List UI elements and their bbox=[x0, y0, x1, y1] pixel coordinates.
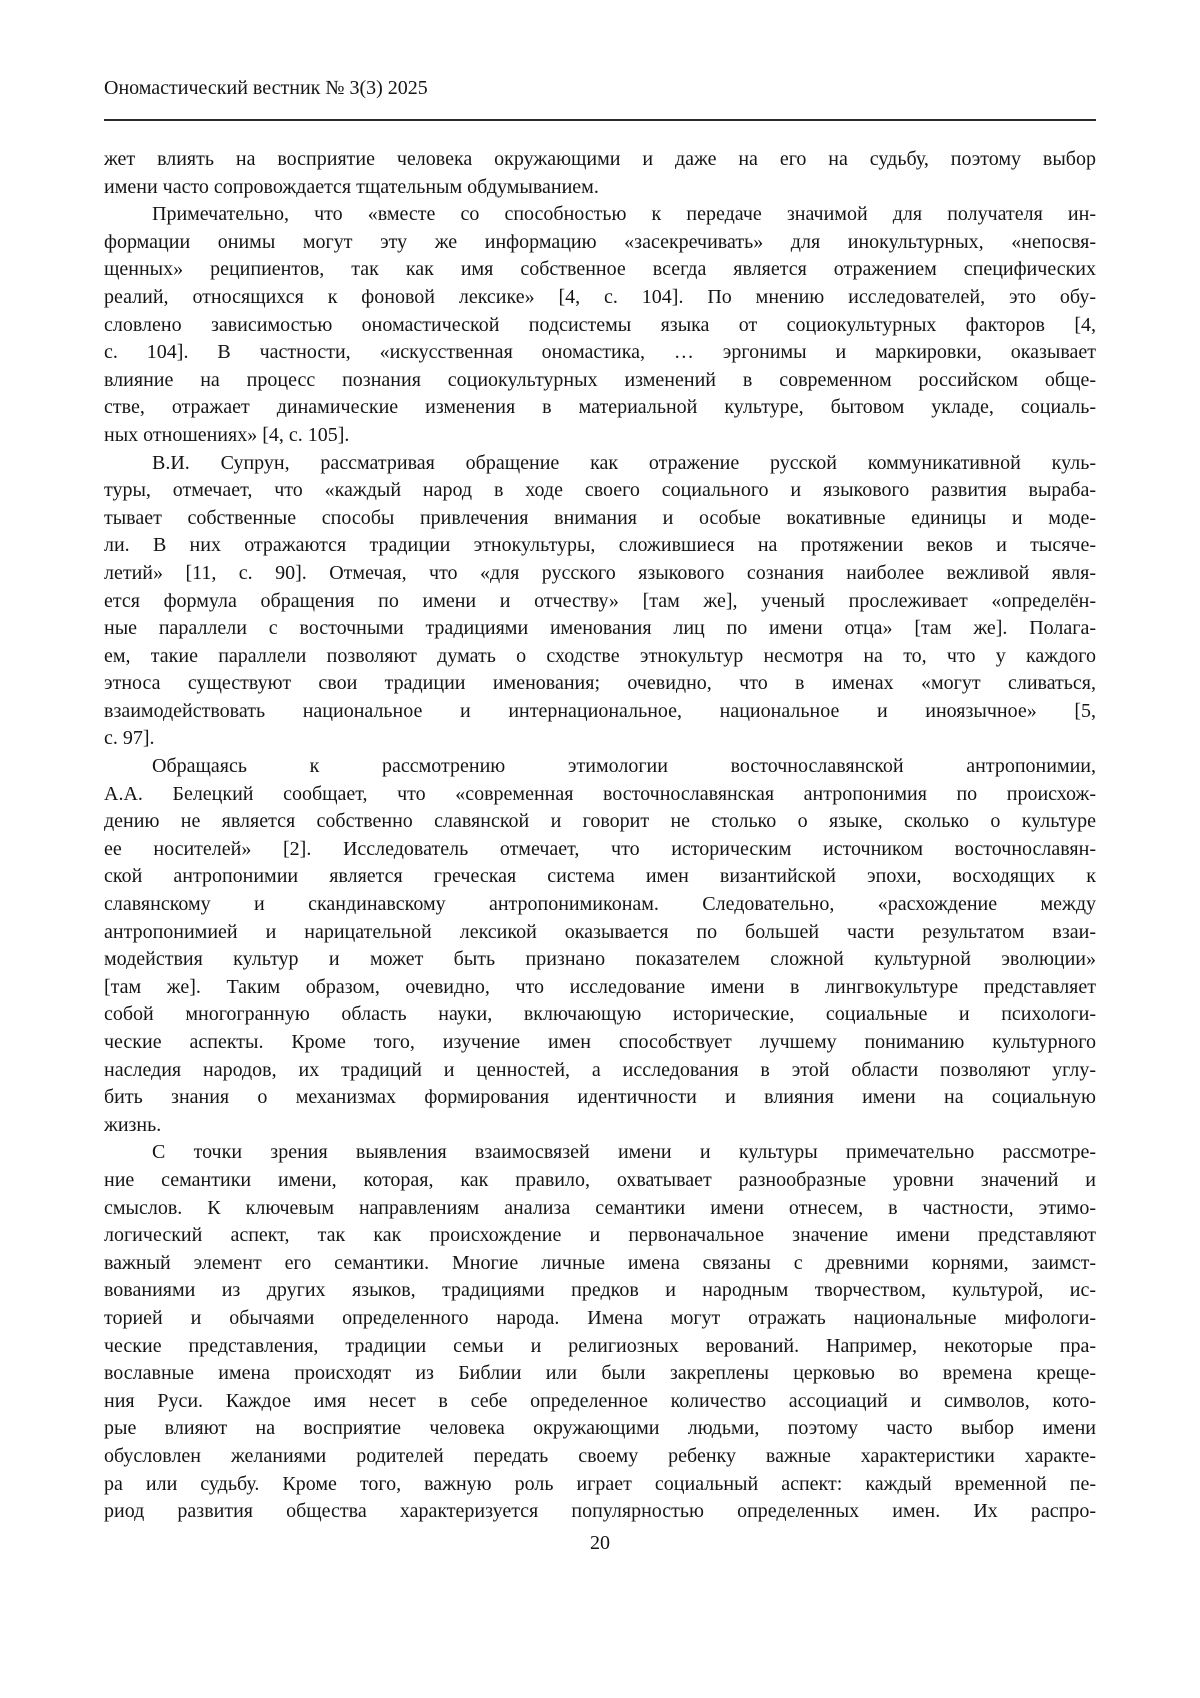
text-line: С точки зрения выявления взаимосвязей имени и культуры примечательно рассмотре- bbox=[152, 1141, 1096, 1164]
text-line: ее носителей» [2]. Исследователь отмечает, что историческим источником восточнославян- bbox=[104, 837, 1096, 860]
text-line: вославные имена происходят из Библии или были закреплены церковью во времена креще- bbox=[104, 1362, 1096, 1385]
text-line: с. 104]. В частности, «искусственная ономастика, … эргонимы и маркировки, оказывает bbox=[104, 341, 1096, 364]
text-line: формации онимы могут эту же информацию «засекречивать» для инокультурных, «непосвя- bbox=[104, 230, 1096, 253]
text-line: щенных» реципиентов, так как имя собственное всегда является отражением специфических bbox=[104, 258, 1096, 281]
text-line: славянскому и скандинавскому антропонимиконам. Следовательно, «расхождение между bbox=[104, 893, 1096, 916]
text-line: В.И. Супрун, рассматривая обращение как отражение русской коммуникативной куль- bbox=[152, 451, 1096, 474]
text-line: ния Руси. Каждое имя несет в себе определенное количество ассоциаций и символов, кото- bbox=[104, 1389, 1096, 1412]
text-line: стве, отражает динамические изменения в материальной культуре, бытовом укладе, социаль- bbox=[104, 396, 1096, 419]
text-line: жет влиять на восприятие человека окружающими и даже на его на судьбу, поэтому выбор bbox=[104, 148, 1096, 170]
text-line: ем, такие параллели позволяют думать о сходстве этнокультур несмотря на то, что у каждого bbox=[104, 644, 1096, 667]
text-line: важный элемент его семантики. Многие личные имена связаны с древними корнями, заимст- bbox=[104, 1251, 1096, 1274]
text-line: Обращаясь к рассмотрению этимологии восточнославянской антропонимии, bbox=[152, 755, 1096, 778]
text-line: наследия народов, их традиций и ценностей, а исследования в этой области позволяют углу- bbox=[104, 1058, 1096, 1081]
text-line: летий» [11, с. 90]. Отмечая, что «для русского языкового сознания наиболее вежливой явля- bbox=[104, 561, 1096, 584]
text-line: собой многогранную область науки, включающую исторические, социальные и психологи- bbox=[104, 1003, 1096, 1026]
text-line: модействия культур и может быть признано показателем сложной культурной эволюции» bbox=[104, 948, 1096, 971]
paragraph bbox=[104, 201, 1096, 449]
text-line: взаимодействовать национальное и интернациональное, национальное и иноязычное» [5, bbox=[104, 699, 1096, 722]
paragraph bbox=[104, 1139, 1096, 1525]
text-line: логический аспект, так как происхождение и первоначальное значение имени представляют bbox=[104, 1224, 1096, 1247]
text-line: ли. В них отражаются традиции этнокультуры, сложившиеся на протяжении веков и тысяче- bbox=[104, 534, 1096, 557]
text-line: ра или судьбу. Кроме того, важную роль играет социальный аспект: каждый временной пе- bbox=[104, 1472, 1096, 1495]
text-line: имени часто сопровождается тщательным обдумыванием. bbox=[104, 175, 599, 198]
text-line: туры, отмечает, что «каждый народ в ходе своего социального и языкового развития выраба- bbox=[104, 479, 1096, 502]
text-line: вованиями из других языков, традициями предков и народным творчеством, культурой, ис- bbox=[104, 1279, 1096, 1302]
text-line: ской антропонимии является греческая система имен византийской эпохи, восходящих к bbox=[104, 865, 1096, 888]
text-line: риод развития общества характеризуется популярностью определенных имен. Их распро- bbox=[104, 1500, 1096, 1523]
text-line: словлено зависимостью ономастической подсистемы языка от социокультурных факторов [4, bbox=[104, 313, 1096, 336]
header-rule bbox=[104, 119, 1096, 121]
text-line: ние семантики имени, которая, как правило, охватывает разнообразные уровни значений и bbox=[104, 1168, 1096, 1191]
text-line: [там же]. Таким образом, очевидно, что исследование имени в лингвокультуре представляет bbox=[104, 975, 1096, 998]
text-line: обусловлен желаниями родителей передать своему ребенку важные характеристики характе- bbox=[104, 1444, 1096, 1467]
text-line: реалий, относящихся к фоновой лексике» [4, с. 104]. По мнению исследователей, это обу- bbox=[104, 285, 1096, 308]
text-line: с. 97]. bbox=[104, 727, 155, 750]
text-line: бить знания о механизмах формирования идентичности и влияния имени на социальную bbox=[104, 1086, 1096, 1109]
paragraph bbox=[104, 753, 1096, 1139]
text-line: ется формула обращения по имени и отчеству» [там же], ученый прослеживает «определён- bbox=[104, 589, 1096, 612]
running-header: Ономастический вестник № 3(3) 2025 bbox=[104, 77, 428, 99]
text-line: дению не является собственно славянской и говорит не столько о языке, сколько о культуре bbox=[104, 810, 1096, 833]
text-line: антропонимией и нарицательной лексикой оказывается по большей части результатом взаи- bbox=[104, 920, 1096, 943]
text-line: А.А. Белецкий сообщает, что «современная восточнославянская антропонимия по происхож- bbox=[104, 782, 1096, 805]
text-line: ческие аспекты. Кроме того, изучение имен способствует лучшему пониманию культурного bbox=[104, 1031, 1096, 1053]
document-body bbox=[104, 146, 1096, 1526]
text-line: смыслов. К ключевым направлениям анализа семантики имени отнесем, в частности, этимо- bbox=[104, 1196, 1096, 1219]
paragraph bbox=[104, 146, 1096, 201]
text-line: влияние на процесс познания социокультурных изменений в современном российском обще- bbox=[104, 368, 1096, 391]
text-line: этноса существуют свои традиции именования; очевидно, что в именах «могут сливаться, bbox=[104, 672, 1096, 695]
text-line: ных отношениях» [4, с. 105]. bbox=[104, 423, 350, 446]
text-line: тывает собственные способы привлечения внимания и особые вокативные единицы и моде- bbox=[104, 506, 1096, 529]
text-line: жизнь. bbox=[104, 1113, 162, 1136]
paragraph bbox=[104, 450, 1096, 754]
text-line: Примечательно, что «вместе со способностью к передаче значимой для получателя ин- bbox=[152, 203, 1096, 226]
text-line: рые влияют на восприятие человека окружающими людьми, поэтому часто выбор имени bbox=[104, 1417, 1096, 1440]
text-line: торией и обычаями определенного народа. Имена могут отражать национальные мифологи- bbox=[104, 1306, 1096, 1329]
text-line: ческие представления, традиции семьи и религиозных верований. Например, некоторые пра- bbox=[104, 1334, 1096, 1357]
page-number: 20 bbox=[590, 1532, 610, 1554]
text-line: ные параллели с восточными традициями именования лиц по имени отца» [там же]. Полага- bbox=[104, 617, 1096, 640]
